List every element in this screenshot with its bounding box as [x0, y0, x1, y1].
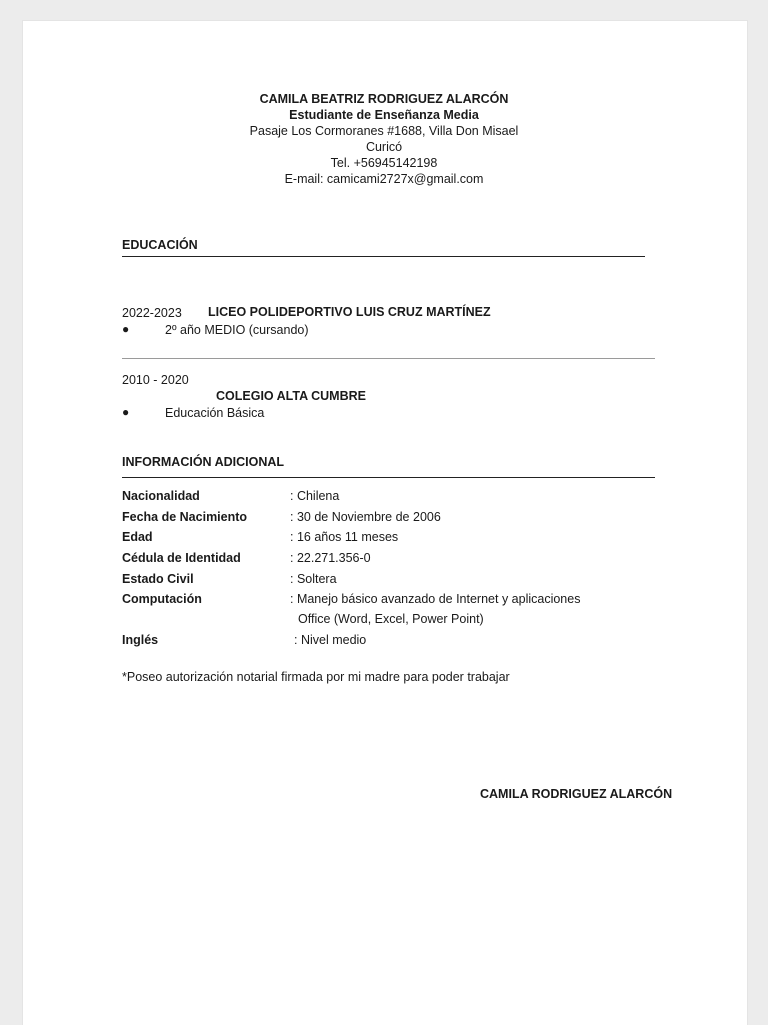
- info-label: Nacionalidad: [122, 489, 200, 503]
- info-row-computing: [122, 592, 682, 632]
- education-school-2: COLEGIO ALTA CUMBRE: [216, 389, 366, 403]
- info-value: : 22.271.356-0: [290, 551, 371, 565]
- education-school-1: LICEO POLIDEPORTIVO LUIS CRUZ MARTÍNEZ: [208, 305, 491, 319]
- info-label: Fecha de Nacimiento: [122, 510, 248, 524]
- entry-divider: [122, 358, 655, 359]
- info-value: : Soltera: [290, 572, 337, 586]
- education-period-2: 2010 - 2020: [122, 373, 189, 387]
- phone: Tel. +56945142198: [330, 156, 438, 170]
- city: Curicó: [365, 140, 403, 154]
- signature-name: CAMILA RODRIGUEZ ALARCÓN: [480, 787, 673, 801]
- education-divider: [122, 256, 645, 257]
- bullet-icon: ●: [122, 322, 130, 336]
- education-detail-text-2: Educación Básica: [165, 406, 265, 420]
- email: E-mail: camicami2727x@gmail.com: [284, 172, 484, 186]
- address: Pasaje Los Cormoranes #1688, Villa Don Misael: [249, 124, 519, 138]
- info-label: Computación: [122, 592, 202, 606]
- info-label: Estado Civil: [122, 572, 194, 586]
- authorization-note: *Poseo autorización notarial firmada por mi madre para poder trabajar: [122, 670, 510, 684]
- additional-info-heading: INFORMACIÓN ADICIONAL: [122, 455, 285, 469]
- info-label: Cédula de Identidad: [122, 551, 241, 565]
- education-heading: EDUCACIÓN: [122, 238, 198, 252]
- info-value-continued: Office (Word, Excel, Power Point): [298, 612, 484, 626]
- additional-info-divider: [122, 477, 655, 478]
- info-value: : 30 de Noviembre de 2006: [290, 510, 441, 524]
- occupation-subtitle: Estudiante de Enseñanza Media: [289, 108, 479, 122]
- info-label: Inglés: [122, 633, 159, 647]
- education-period-1: 2022-2023: [122, 306, 182, 320]
- info-value: : Nivel medio: [294, 633, 367, 647]
- full-name: CAMILA BEATRIZ RODRIGUEZ ALARCÓN: [259, 92, 509, 106]
- info-value: : Manejo básico avanzado de Internet y aplicaciones: [290, 592, 581, 606]
- info-value: : Chilena: [290, 489, 340, 503]
- info-value: : 16 años 11 meses: [290, 530, 399, 544]
- education-detail-text-1: 2º año MEDIO (cursando): [165, 323, 309, 337]
- cv-header: [0, 91, 768, 187]
- bullet-icon: ●: [122, 405, 130, 419]
- info-label: Edad: [122, 530, 153, 544]
